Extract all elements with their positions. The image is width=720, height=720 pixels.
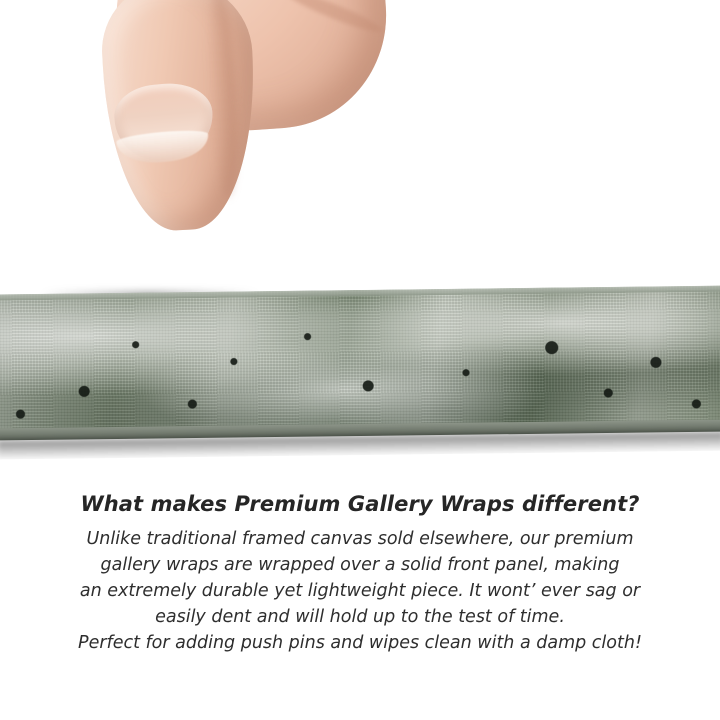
- caption-line: gallery wraps are wrapped over a solid front panel, making: [100, 555, 620, 575]
- canvas-dark-specks: [0, 286, 720, 437]
- caption-block: [0, 492, 720, 656]
- caption-heading: What makes Premium Gallery Wraps different?: [80, 492, 640, 516]
- caption-line: an extremely durable yet lightweight piece. It wont’ ever sag or: [79, 581, 641, 601]
- caption-line: Unlike traditional framed canvas sold elsewhere, our premium: [86, 529, 634, 549]
- knuckle-crease: [282, 0, 385, 37]
- hand-illustration: [95, 0, 395, 310]
- caption-line: easily dent and will hold up to the test of time.: [155, 607, 565, 627]
- caption-line: Perfect for adding push pins and wipes clean with a damp cloth!: [78, 633, 642, 653]
- thumb-shading: [204, 0, 241, 198]
- gallery-wrap-canvas-edge: [0, 286, 720, 460]
